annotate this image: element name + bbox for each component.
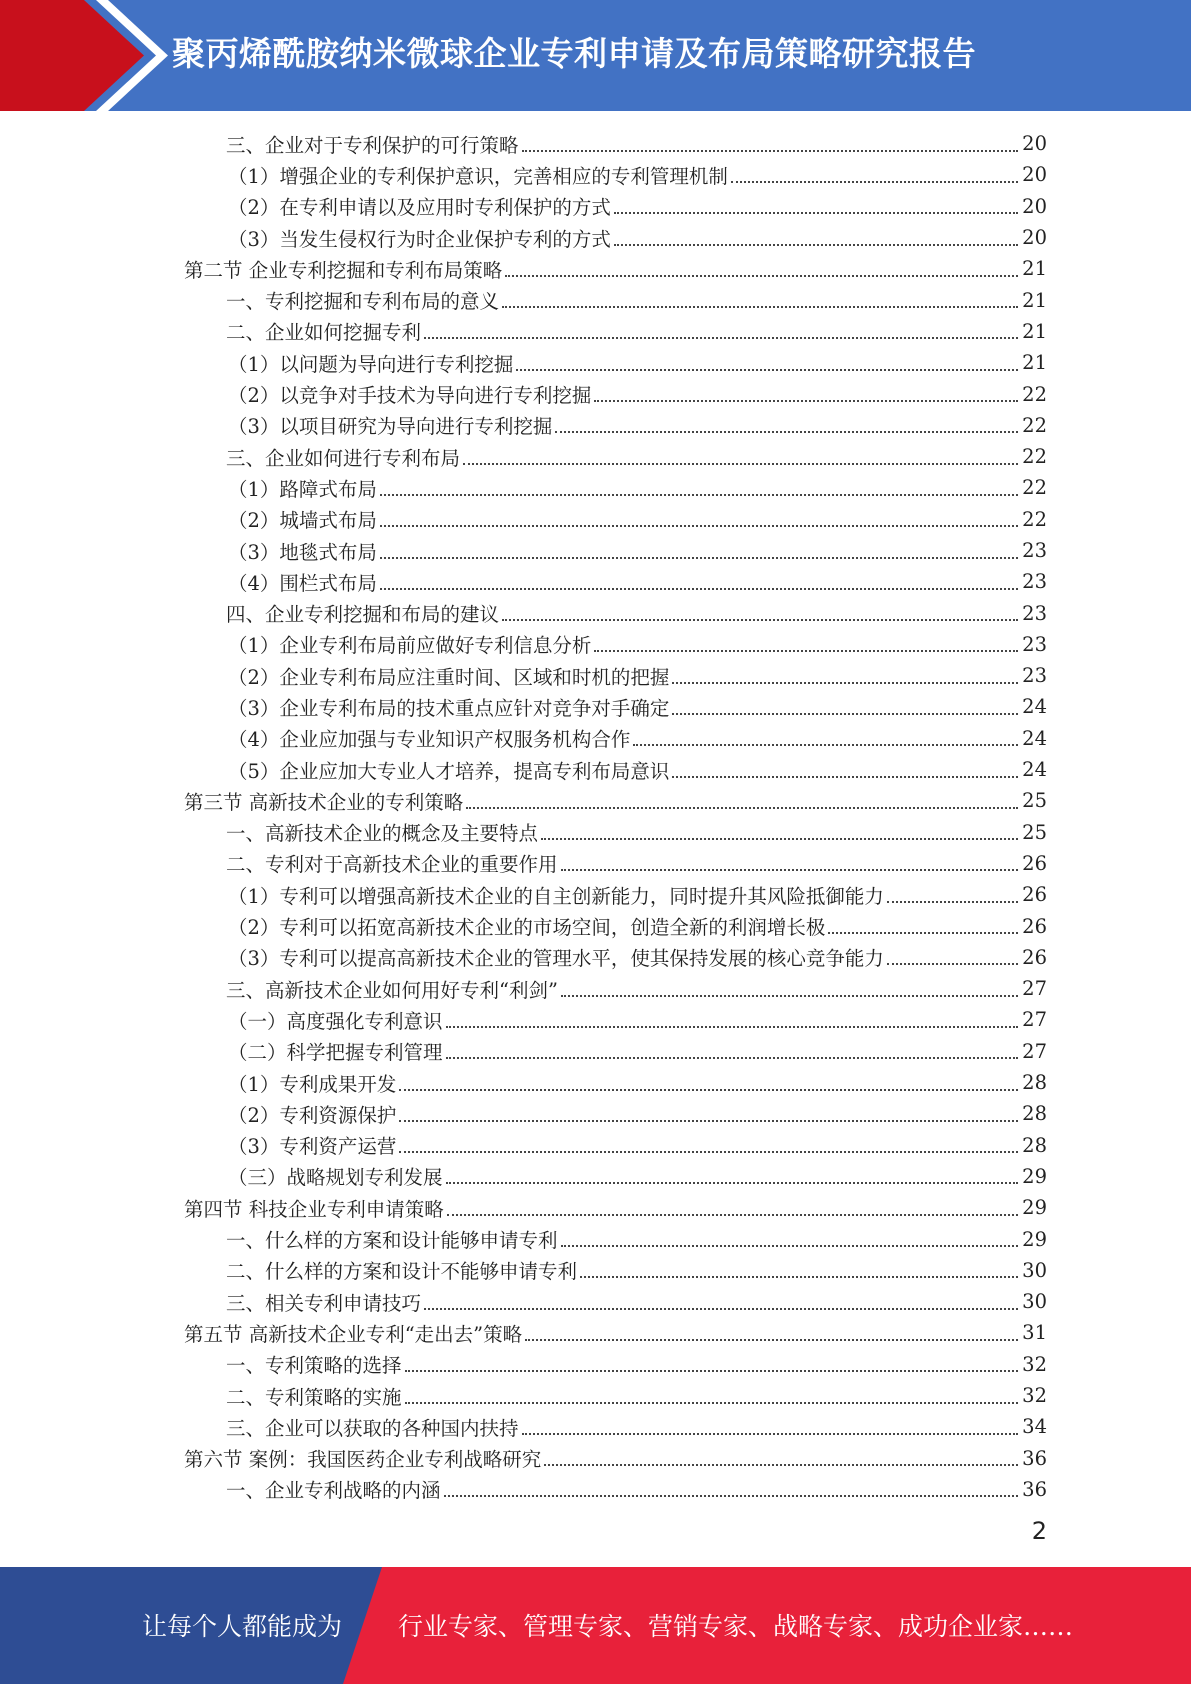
toc-dot-leader	[505, 275, 1018, 277]
toc-entry[interactable]	[0, 723, 1191, 754]
toc-entry[interactable]	[0, 1442, 1191, 1473]
toc-entry-page: 22	[1022, 507, 1047, 531]
toc-entry[interactable]	[0, 159, 1191, 190]
toc-dot-leader	[672, 776, 1018, 778]
toc-dot-leader	[594, 650, 1018, 652]
toc-dot-leader	[544, 1464, 1018, 1466]
toc-entry[interactable]	[0, 1474, 1191, 1505]
header-arrow-decoration	[0, 0, 180, 111]
toc-entry-title: 第二节 企业专利挖掘和专利布局策略	[184, 258, 503, 282]
toc-entry-page: 29	[1022, 1164, 1047, 1188]
toc-entry[interactable]	[0, 817, 1191, 848]
toc-dot-leader	[446, 1026, 1018, 1028]
toc-entry-page: 20	[1022, 226, 1047, 250]
toc-entry-page: 21	[1022, 351, 1047, 375]
toc-entry[interactable]	[0, 1098, 1191, 1129]
toc-dot-leader	[446, 1057, 1018, 1059]
toc-dot-leader	[594, 400, 1018, 402]
toc-entry-page: 26	[1022, 914, 1047, 938]
toc-entry[interactable]	[0, 1349, 1191, 1380]
toc-entry[interactable]	[0, 691, 1191, 722]
toc-entry-page: 23	[1022, 664, 1047, 688]
toc-dot-leader	[672, 713, 1018, 715]
toc-entry-title: （2）城墙式布局	[228, 509, 377, 533]
toc-entry-title: （4）围栏式布局	[228, 571, 377, 595]
toc-entry-title: 二、什么样的方案和设计不能够申请专利	[226, 1260, 578, 1284]
toc-dot-leader	[399, 1120, 1018, 1122]
toc-dot-leader	[561, 995, 1018, 997]
toc-entry-title: 三、相关专利申请技巧	[226, 1291, 422, 1315]
toc-entry-page: 22	[1022, 382, 1047, 406]
toc-entry-page: 28	[1022, 1133, 1047, 1157]
table-of-contents	[0, 128, 1191, 1505]
toc-dot-leader	[502, 306, 1018, 308]
toc-dot-leader	[424, 337, 1018, 339]
toc-entry-page: 36	[1022, 1446, 1047, 1470]
toc-entry-title: （3）专利资产运营	[228, 1135, 397, 1159]
toc-entry[interactable]	[0, 879, 1191, 910]
toc-dot-leader	[405, 1402, 1018, 1404]
toc-entry-title: 第四节 科技企业专利申请策略	[184, 1197, 444, 1221]
toc-entry-title: 三、高新技术企业如何用好专利“利剑”	[226, 978, 558, 1002]
toc-entry-title: 第六节 案例：我国医药企业专利战略研究	[184, 1448, 542, 1472]
toc-entry-title: （2）以竞争对手技术为导向进行专利挖掘	[228, 384, 592, 408]
toc-entry[interactable]	[0, 378, 1191, 409]
toc-entry-title: 三、企业对于专利保护的可行策略	[226, 133, 519, 157]
toc-dot-leader	[731, 181, 1018, 183]
toc-entry-title: 三、企业可以获取的各种国内扶持	[226, 1416, 519, 1440]
toc-entry-title: 一、专利挖掘和专利布局的意义	[226, 290, 500, 314]
toc-entry[interactable]	[0, 1380, 1191, 1411]
toc-entry[interactable]	[0, 1192, 1191, 1223]
toc-entry[interactable]	[0, 128, 1191, 159]
toc-entry[interactable]	[0, 754, 1191, 785]
toc-dot-leader	[614, 244, 1018, 246]
toc-entry-title: （3）专利可以提高高新技术企业的管理水平，使其保持发展的核心竞争能力	[228, 947, 884, 971]
toc-dot-leader	[380, 557, 1018, 559]
toc-entry[interactable]	[0, 566, 1191, 597]
toc-entry-page: 31	[1022, 1321, 1047, 1345]
toc-entry[interactable]	[0, 1067, 1191, 1098]
toc-dot-leader	[580, 1276, 1018, 1278]
toc-dot-leader	[405, 1370, 1018, 1372]
toc-entry[interactable]	[0, 1317, 1191, 1348]
toc-entry-title: （1）路障式布局	[228, 477, 377, 501]
toc-dot-leader	[828, 932, 1018, 934]
toc-entry-page: 25	[1022, 789, 1047, 813]
toc-entry-title: （2）专利资源保护	[228, 1103, 397, 1127]
toc-entry-page: 27	[1022, 1008, 1047, 1032]
toc-entry-title: （2）企业专利布局应注重时间、区域和时机的把握	[228, 665, 670, 689]
toc-entry-page: 30	[1022, 1258, 1047, 1282]
toc-entry-title: 第三节 高新技术企业的专利策略	[184, 790, 464, 814]
toc-dot-leader	[424, 1308, 1018, 1310]
toc-entry-title: （3）地毯式布局	[228, 540, 377, 564]
toc-entry[interactable]	[0, 1036, 1191, 1067]
toc-entry-page: 22	[1022, 413, 1047, 437]
toc-dot-leader	[541, 838, 1018, 840]
toc-dot-leader	[399, 1151, 1018, 1153]
toc-entry[interactable]	[0, 284, 1191, 315]
toc-entry-title: 二、企业如何挖掘专利	[226, 321, 422, 345]
report-footer	[0, 1567, 1191, 1684]
toc-entry[interactable]	[0, 253, 1191, 284]
report-title: 聚丙烯酰胺纳米微球企业专利申请及布局策略研究报告	[172, 34, 976, 73]
toc-entry-page: 21	[1022, 288, 1047, 312]
toc-entry[interactable]	[0, 347, 1191, 378]
toc-entry[interactable]	[0, 1223, 1191, 1254]
toc-dot-leader	[561, 869, 1018, 871]
toc-dot-leader	[887, 963, 1018, 965]
toc-entry-title: （1）企业专利布局前应做好专利信息分析	[228, 634, 592, 658]
toc-dot-leader	[380, 588, 1018, 590]
toc-dot-leader	[447, 1214, 1018, 1216]
toc-entry-page: 23	[1022, 539, 1047, 562]
toc-entry-page: 20	[1022, 132, 1047, 156]
toc-entry-page: 24	[1022, 695, 1047, 719]
toc-entry-page: 21	[1022, 257, 1047, 281]
toc-entry-page: 27	[1022, 1039, 1047, 1063]
toc-entry-page: 26	[1022, 883, 1047, 907]
toc-entry-title: 一、企业专利战略的内涵	[226, 1479, 441, 1503]
toc-entry[interactable]	[0, 973, 1191, 1004]
toc-entry[interactable]	[0, 1130, 1191, 1161]
toc-dot-leader	[614, 212, 1018, 214]
toc-entry-page: 23	[1022, 570, 1047, 594]
toc-dot-leader	[463, 463, 1018, 465]
toc-entry-title: （二）科学把握专利管理	[228, 1041, 443, 1065]
toc-entry[interactable]	[0, 191, 1191, 222]
toc-entry[interactable]	[0, 410, 1191, 441]
toc-entry[interactable]	[0, 910, 1191, 941]
toc-dot-leader	[522, 150, 1018, 152]
toc-entry-page: 22	[1022, 476, 1047, 500]
toc-entry[interactable]	[0, 597, 1191, 628]
toc-entry-page: 36	[1022, 1477, 1047, 1501]
toc-entry[interactable]	[0, 1286, 1191, 1317]
toc-dot-leader	[380, 525, 1018, 527]
toc-dot-leader	[525, 1339, 1018, 1341]
toc-dot-leader	[887, 901, 1018, 903]
toc-entry-page: 29	[1022, 1227, 1047, 1251]
toc-entry-title: 二、专利对于高新技术企业的重要作用	[226, 853, 558, 877]
toc-entry-page: 29	[1022, 1196, 1047, 1220]
toc-entry[interactable]	[0, 629, 1191, 660]
toc-entry[interactable]	[0, 660, 1191, 691]
toc-dot-leader	[633, 744, 1018, 746]
toc-entry-page: 25	[1022, 820, 1047, 844]
toc-dot-leader	[672, 682, 1018, 684]
toc-entry-page: 24	[1022, 758, 1047, 782]
toc-entry[interactable]	[0, 441, 1191, 472]
toc-entry-title: （3）企业专利布局的技术重点应针对竞争对手确定	[228, 696, 670, 720]
toc-entry-title: （1）增强企业的专利保护意识，完善相应的专利管理机制	[228, 164, 728, 188]
toc-entry-title: （1）专利可以增强高新技术企业的自主创新能力，同时提升其风险抵御能力	[228, 884, 884, 908]
toc-entry-page: 27	[1022, 977, 1047, 1001]
toc-dot-leader	[399, 1089, 1018, 1091]
toc-entry[interactable]	[0, 472, 1191, 503]
toc-entry-page: 32	[1022, 1352, 1047, 1376]
toc-entry[interactable]	[0, 535, 1191, 566]
toc-entry-title: （1）以问题为导向进行专利挖掘	[228, 352, 514, 376]
toc-entry-title: （三）战略规划专利发展	[228, 1166, 443, 1190]
toc-entry-title: 二、专利策略的实施	[226, 1385, 402, 1409]
page-number: 2	[1031, 1517, 1047, 1545]
toc-entry-title: （2）在专利申请以及应用时专利保护的方式	[228, 196, 611, 220]
toc-entry-page: 34	[1022, 1415, 1047, 1439]
toc-dot-leader	[502, 619, 1018, 621]
toc-entry-title: （3）以项目研究为导向进行专利挖掘	[228, 415, 553, 439]
toc-entry-title: 三、企业如何进行专利布局	[226, 446, 461, 470]
toc-entry[interactable]	[0, 316, 1191, 347]
toc-dot-leader	[555, 431, 1018, 433]
toc-entry[interactable]	[0, 942, 1191, 973]
toc-dot-leader	[561, 1245, 1018, 1247]
toc-dot-leader	[444, 1495, 1018, 1497]
toc-entry-title: （1）专利成果开发	[228, 1072, 397, 1096]
toc-entry-title: （4）企业应加强与专业知识产权服务机构合作	[228, 728, 631, 752]
toc-entry-title: 第五节 高新技术企业专利“走出去”策略	[184, 1322, 523, 1346]
toc-entry-title: 一、高新技术企业的概念及主要特点	[226, 822, 539, 846]
toc-entry[interactable]	[0, 1411, 1191, 1442]
toc-dot-leader	[380, 494, 1018, 496]
toc-entry-title: 一、专利策略的选择	[226, 1354, 402, 1378]
toc-entry-page: 20	[1022, 163, 1047, 187]
toc-entry-page: 23	[1022, 632, 1047, 656]
toc-entry-page: 26	[1022, 851, 1047, 875]
toc-entry-page: 30	[1022, 1290, 1047, 1314]
toc-entry-page: 21	[1022, 319, 1047, 343]
toc-dot-leader	[522, 1433, 1018, 1435]
toc-entry-page: 28	[1022, 1102, 1047, 1126]
toc-entry[interactable]	[0, 785, 1191, 816]
toc-entry-page: 24	[1022, 726, 1047, 750]
toc-dot-leader	[516, 369, 1018, 371]
footer-slogan-right: 行业专家、管理专家、营销专家、战略专家、成功企业家……	[398, 1612, 1074, 1641]
toc-dot-leader	[466, 807, 1018, 809]
toc-entry-title: （一）高度强化专利意识	[228, 1009, 443, 1033]
toc-dot-leader	[446, 1182, 1018, 1184]
toc-entry-page: 20	[1022, 194, 1047, 218]
toc-entry-page: 26	[1022, 945, 1047, 969]
toc-entry-page: 28	[1022, 1071, 1047, 1095]
toc-entry[interactable]	[0, 1255, 1191, 1286]
toc-entry-title: （5）企业应加大专业人才培养，提高专利布局意识	[228, 759, 670, 783]
report-header	[0, 0, 1191, 111]
toc-entry-title: （2）专利可以拓宽高新技术企业的市场空间，创造全新的利润增长极	[228, 916, 826, 940]
toc-entry-page: 22	[1022, 445, 1047, 469]
toc-entry-title: 一、什么样的方案和设计能够申请专利	[226, 1229, 558, 1253]
toc-entry[interactable]	[0, 504, 1191, 535]
toc-entry[interactable]	[0, 1004, 1191, 1035]
toc-entry[interactable]	[0, 848, 1191, 879]
toc-entry-title: 四、企业专利挖掘和布局的建议	[226, 603, 500, 627]
toc-entry-page: 32	[1022, 1384, 1047, 1408]
toc-entry[interactable]	[0, 222, 1191, 253]
toc-entry-title: （3）当发生侵权行为时企业保护专利的方式	[228, 227, 611, 251]
footer-slogan-left: 让每个人都能成为	[142, 1612, 343, 1641]
toc-entry-page: 23	[1022, 601, 1047, 625]
toc-entry[interactable]	[0, 1161, 1191, 1192]
